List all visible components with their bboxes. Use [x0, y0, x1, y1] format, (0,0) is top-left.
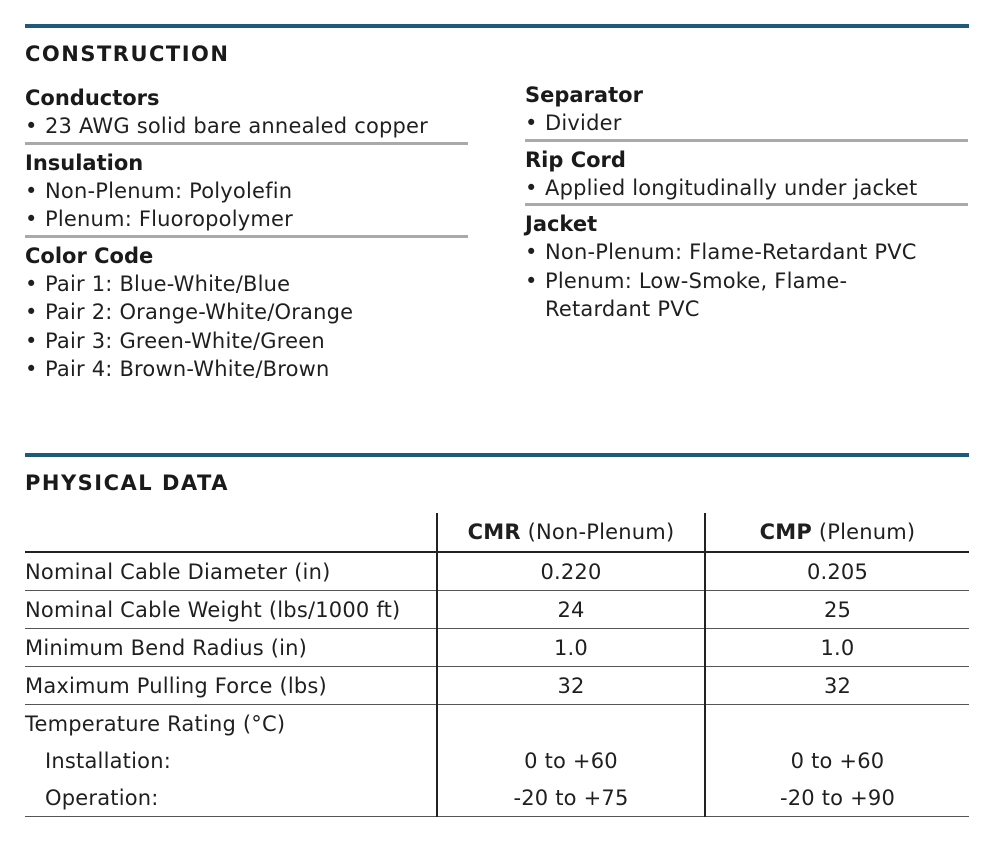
list-item: • Applied longitudinally under jacket	[525, 174, 968, 203]
empty-cell	[705, 705, 969, 743]
jacket-group	[525, 210, 968, 325]
list-item: • Pair 3: Green-White/Green	[25, 327, 468, 356]
row-label: Nominal Cable Diameter (in)	[25, 552, 437, 591]
cmr-value: -20 to +75	[437, 779, 705, 817]
cmp-value: 0 to +60	[705, 742, 969, 779]
table-row	[25, 667, 969, 705]
row-label: Operation:	[25, 779, 437, 817]
row-label: Installation:	[45, 748, 171, 773]
list-item: • Pair 2: Orange-White/Orange	[25, 298, 468, 327]
cmp-value: 1.0	[705, 629, 969, 667]
construction-title: CONSTRUCTION	[25, 42, 230, 66]
conductors-heading: Conductors	[25, 86, 160, 110]
list-item: • Non-Plenum: Polyolefin	[25, 177, 468, 206]
list-item: • 23 AWG solid bare annealed copper	[25, 112, 468, 141]
list-item: • Plenum: Low-Smoke, Flame-Retardant PVC	[525, 267, 875, 324]
table-row	[25, 705, 969, 743]
table-row	[25, 629, 969, 667]
construction-right-column	[525, 81, 968, 329]
cmr-value: 0.220	[437, 552, 705, 591]
color-code-group	[25, 242, 468, 385]
rip-cord-heading: Rip Cord	[525, 147, 626, 172]
list-item: • Divider	[525, 109, 968, 138]
list-item: • Pair 4: Brown-White/Brown	[25, 355, 468, 384]
physical-data-table	[25, 513, 969, 817]
cmr-value: 0 to +60	[437, 742, 705, 779]
cmp-value: 0.205	[705, 552, 969, 591]
conductors-group	[25, 84, 468, 145]
row-label: Minimum Bend Radius (in)	[25, 629, 437, 667]
row-label: Nominal Cable Weight (lbs/1000 ft)	[25, 591, 437, 629]
table-header-row	[25, 513, 969, 552]
table-row	[25, 552, 969, 591]
physical-data-title: PHYSICAL DATA	[25, 471, 229, 495]
construction-top-rule	[25, 24, 969, 28]
cmr-value: 1.0	[437, 629, 705, 667]
insulation-group	[25, 149, 468, 238]
insulation-heading: Insulation	[25, 150, 144, 175]
table-row	[25, 779, 969, 817]
row-label: Maximum Pulling Force (lbs)	[25, 667, 437, 705]
header-cmp: CMP (Plenum)	[705, 513, 969, 552]
cmr-value: 32	[437, 667, 705, 705]
empty-cell	[437, 705, 705, 743]
list-item: • Pair 1: Blue-White/Blue	[25, 270, 468, 299]
temperature-rating-label: Temperature Rating (°C)	[25, 711, 286, 736]
cmp-value: 32	[705, 667, 969, 705]
color-code-heading: Color Code	[25, 243, 154, 268]
cmp-value: 25	[705, 591, 969, 629]
rip-cord-group	[525, 146, 968, 207]
header-empty-cell	[25, 513, 437, 552]
separator-group	[525, 81, 968, 142]
physical-top-rule	[25, 453, 969, 457]
list-item: • Non-Plenum: Flame-Retardant PVC	[525, 238, 968, 267]
header-cmr: CMR (Non-Plenum)	[437, 513, 705, 552]
separator-heading: Separator	[525, 83, 643, 107]
table-row	[25, 591, 969, 629]
cmr-value: 24	[437, 591, 705, 629]
table-row	[25, 742, 969, 779]
list-item: • Plenum: Fluoropolymer	[25, 205, 468, 234]
jacket-heading: Jacket	[525, 212, 598, 236]
construction-left-column	[25, 84, 468, 389]
cmp-value: -20 to +90	[705, 779, 969, 817]
